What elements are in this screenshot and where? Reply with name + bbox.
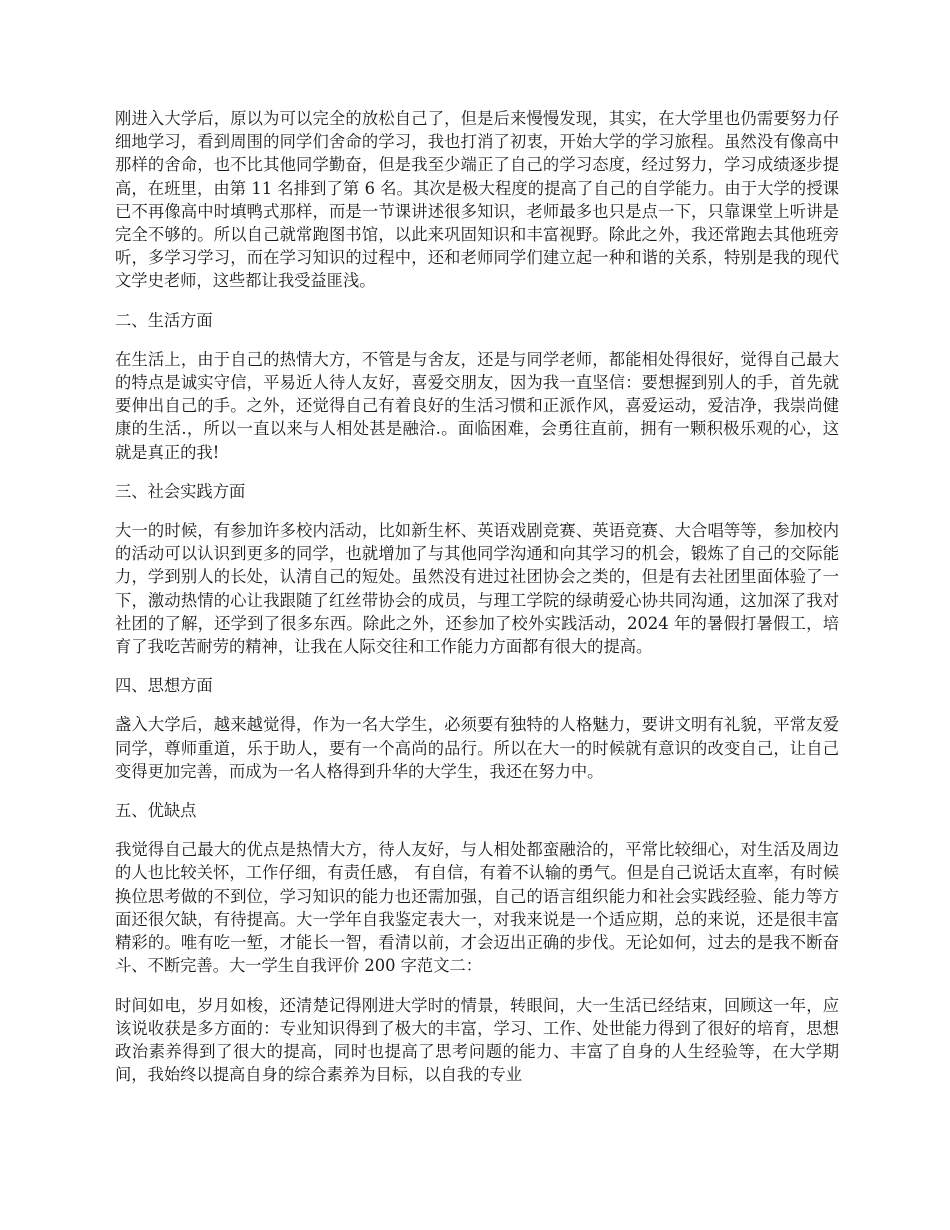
paragraph-thought: 盏入大学后，越来越觉得，作为一名大学生，必须要有独特的人格魅力，要讲文明有礼貌，平常友爱同学，尊师重道，乐于助人，要有一个高尚的品行。所以在大一的时候就有意识的改变自己，让自己变得更加完善，而成为一名人格得到升华的大学生，我还在努力中。 xyxy=(115,715,839,781)
paragraph-study: 刚进入大学后，原以为可以完全的放松自己了，但是后来慢慢发现，其实，在大学里也仍需要努力仔细地学习，看到周围的同学们舍命的学习，我也打消了初衷，开始大学的学习旅程。虽然没有像高中那样的舍命，也不比其他同学勤奋，但是我至少端正了自己的学习态度，经过努力，学习成绩逐步提高，在班里，由第 11 名排到了第 6 名。其次是极大程度的提高了自己的自学能力。由于大学的授课已不再像高中时填鸭式那样，而是一节课讲述很多知识，老师最多也只是点一下，只靠课堂上听讲是完全不够的。所以自己就常跑图书馆，以此来巩固知识和丰富视野。除此之外，我还常跑去其他班旁听，多学习学习，而在学习知识的过程中，还和老师同学们建立起一种和谐的关系，特别是我的现代文学史老师，这些都让我受益匪浅。 xyxy=(115,109,839,291)
heading-thought: 四、思想方面 xyxy=(115,676,213,696)
heading-social-practice: 三、社会实践方面 xyxy=(115,481,246,501)
paragraph-life: 在生活上，由于自己的热情大方，不管是与舍友，还是与同学老师，都能相处得很好，觉得自己最大的特点是诚实守信，平易近人待人友好，喜爱交朋友，因为我一直坚信：要想握到别人的手，首先就要伸出自己的手。之外，还觉得自己有着良好的生活习惯和正派作风，喜爱运动，爱洁净，我崇尚健康的生活.，所以一直以来与人相处甚是融洽.。面临困难，会勇往直前，拥有一颗积极乐观的心，这就是真正的我! xyxy=(115,349,839,462)
document-page xyxy=(115,107,839,1102)
heading-life: 二、生活方面 xyxy=(115,310,213,330)
heading-pros-cons: 五、优缺点 xyxy=(115,801,197,821)
paragraph-social-practice: 大一的时候，有参加许多校内活动，比如新生杯、英语戏剧竞赛、英语竞赛、大合唱等等，参加校内的活动可以认识到更多的同学，也就增加了与其他同学沟通和向其学习的机会，锻炼了自己的交际能力，学到别人的长处，认清自己的短处。虽然没有进过社团协会之类的，但是有去社团里面体验了一下，激动热情的心让我跟随了红丝带协会的成员，与理工学院的绿萌爱心协共同沟通，这加深了我对社团的了解，还学到了很多东西。除此之外，还参加了校外实践活动，2024 年的暑假打暑假工，培育了我吃苦耐劳的精神，让我在人际交往和工作能力方面都有很大的提高。 xyxy=(115,521,839,657)
paragraph-pros-cons: 我觉得自己最大的优点是热情大方，待人友好，与人相处都蛮融洽的，平常比较细心，对生活及周边的人也比较关怀，工作仔细，有责任感， 有自信，有着不认输的勇气。但是自己说话太直率，有时候换位思考做的不到位，学习知识的能力也还需加强，自己的语言组织能力和社会实践经验、能力等方面还很欠缺，有待提高。大一学年自我鉴定表大一，对我来说是一个适应期，总的来说，还是很丰富精彩的。唯有吃一堑，才能长一智，看清以前，才会迈出正确的步伐。无论如何，过去的是我不断奋斗、不断完善。大一学生自我评价 200 字范文二： xyxy=(115,840,839,976)
paragraph-sample-two: 时间如电，岁月如梭，还清楚记得刚进大学时的情景，转眼间，大一生活已经结束，回顾这一年，应该说收获是多方面的：专业知识得到了极大的丰富，学习、工作、处世能力得到了很好的培育，思想政治素养得到了很大的提高，同时也提高了思考问题的能力、丰富了自身的人生经验等，在大学期间，我始终以提高自身的综合素养为目标，以自我的专业 xyxy=(115,995,839,1085)
